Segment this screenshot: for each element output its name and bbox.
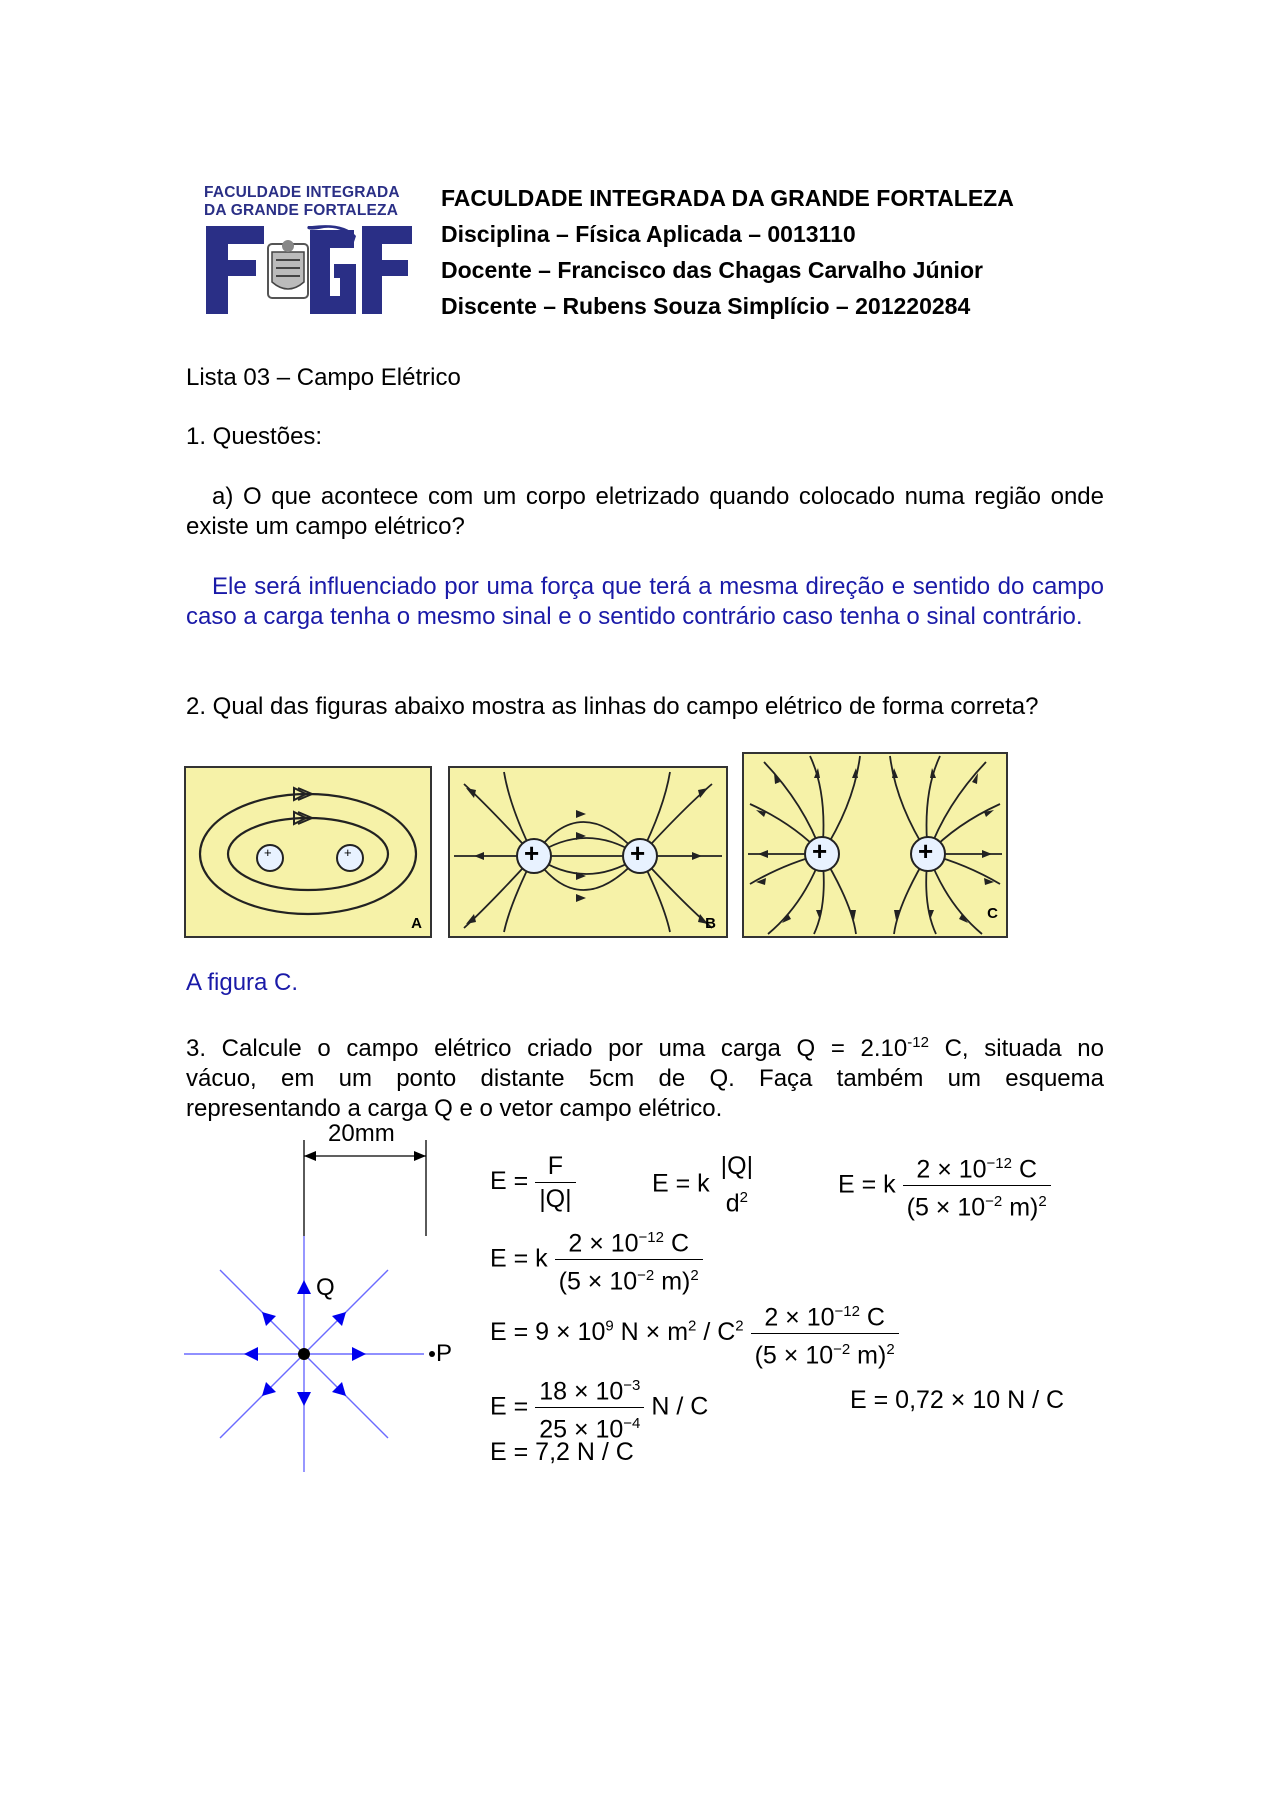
question-3-line2: vácuo, em um ponto distante 5cm de Q. Faça também um esquema bbox=[186, 1065, 1104, 1092]
formula-result: E = 7,2 N / C bbox=[490, 1438, 634, 1466]
charge-q-label: Q bbox=[316, 1274, 335, 1301]
header-teacher: Docente – Francisco das Chagas Carvalho Júnior bbox=[441, 257, 983, 283]
den-unit-1: m) bbox=[1002, 1193, 1039, 1222]
formula-step-5: E = 0,72 × 10 N / C bbox=[850, 1386, 1065, 1414]
question-3-prefix: 3. Calcule o campo elétrico criado por uma carga Q = 2.10 bbox=[186, 1035, 908, 1062]
formula-step-4 bbox=[490, 1370, 708, 1446]
k-sq: 2 bbox=[688, 1318, 697, 1336]
den-exp-2: −2 bbox=[637, 1267, 655, 1285]
section-title: 1. Questões: bbox=[186, 423, 323, 450]
k-value bbox=[490, 1318, 744, 1346]
figure-b-charge-1: + bbox=[524, 838, 540, 868]
question-1a: a) O que acontece com um corpo eletrizado quando colocado numa região onde existe um campo elétrico? bbox=[186, 483, 1104, 540]
den-text-3: (5 × 10 bbox=[754, 1341, 834, 1370]
num-exp-1: −12 bbox=[986, 1155, 1012, 1172]
numerator-2 bbox=[555, 1222, 703, 1260]
numerator-3 bbox=[751, 1296, 899, 1334]
den-sq-1: 2 bbox=[1038, 1193, 1047, 1211]
formula-ek-label-3: E = k bbox=[490, 1244, 548, 1273]
logo-text-line2: DA GRANDE FORTALEZA bbox=[204, 202, 399, 219]
question-3-line3: representando a carga Q e o vetor campo elétrico. bbox=[186, 1095, 723, 1122]
denominator-2 bbox=[555, 1260, 703, 1297]
figure-a-charge-2: + bbox=[344, 845, 352, 860]
k-value-text: E = 9 × 10 bbox=[490, 1318, 606, 1347]
den-unit-2: m) bbox=[654, 1267, 691, 1296]
num-text-4: 18 × 10 bbox=[539, 1377, 624, 1406]
figure-c-charge-2: + bbox=[918, 836, 934, 866]
den-text-1: (5 × 10 bbox=[906, 1193, 986, 1222]
fraction-values-1 bbox=[903, 1148, 1051, 1224]
figure-a-label: A bbox=[411, 915, 422, 932]
question-2: 2. Qual das figuras abaixo mostra as linhas do campo elétrico de forma correta? bbox=[186, 693, 1039, 720]
formula-e-label: E = bbox=[490, 1167, 529, 1196]
denominator-1 bbox=[903, 1186, 1051, 1223]
figure-c bbox=[742, 752, 1008, 938]
header-discipline: Disciplina – Física Aplicada – 0013110 bbox=[441, 221, 856, 247]
k-sq2: 2 bbox=[735, 1318, 744, 1336]
figure-a-charge-1: + bbox=[264, 845, 272, 860]
question-3-line1 bbox=[186, 1028, 1104, 1064]
answer-1a: Ele será influenciado por uma força que terá a mesma direção e sentido do campo caso a carga tenha o mesmo sinal e o sentido contrário caso tenha o sinal contrário. bbox=[186, 573, 1104, 630]
formula-ek-label-2: E = k bbox=[838, 1170, 896, 1199]
numerator-4 bbox=[535, 1370, 644, 1408]
header-student: Discente – Rubens Souza Simplício – 201220284 bbox=[441, 293, 971, 319]
num-text-2: 2 × 10 bbox=[568, 1229, 639, 1258]
figure-c-field-lines bbox=[744, 754, 1006, 936]
d-letter: d bbox=[725, 1189, 740, 1218]
answer-2: A figura C. bbox=[186, 969, 299, 996]
point-p-label: P bbox=[436, 1340, 453, 1367]
k-exp: 9 bbox=[605, 1318, 614, 1336]
question-3-line1-suffix: C, situada no bbox=[928, 1035, 1105, 1062]
figure-b-charge-2: + bbox=[630, 838, 646, 868]
num-text-1: 2 × 10 bbox=[916, 1155, 987, 1184]
figure-b bbox=[448, 766, 728, 938]
den-sq-3: 2 bbox=[886, 1341, 895, 1359]
num-text-3: 2 × 10 bbox=[764, 1303, 835, 1332]
num-exp-3: −12 bbox=[834, 1303, 860, 1320]
den-exp-3: −2 bbox=[833, 1341, 851, 1359]
question-3-exponent: -12 bbox=[907, 1034, 929, 1051]
dimension-label: 20mm bbox=[328, 1120, 395, 1147]
denominator-3 bbox=[751, 1334, 899, 1371]
formula-e-label-4: E = bbox=[490, 1392, 529, 1421]
k-unit-b: / C bbox=[696, 1318, 736, 1347]
fraction-d2 bbox=[717, 1182, 757, 1219]
question-3 bbox=[186, 1028, 1104, 1124]
figure-c-charge-1: + bbox=[812, 836, 828, 866]
numerator-1 bbox=[903, 1148, 1051, 1186]
figure-b-label: B bbox=[705, 915, 716, 932]
fraction-q-d2 bbox=[717, 1150, 757, 1219]
fraction-values-2 bbox=[555, 1222, 703, 1298]
step4-unit: N / C bbox=[651, 1392, 709, 1421]
figure-a-field-lines bbox=[186, 768, 430, 936]
figure-c-label: C bbox=[987, 905, 998, 922]
num-exp-2: −12 bbox=[638, 1229, 664, 1246]
formula-e-f-over-q bbox=[490, 1150, 576, 1215]
logo-letters-icon bbox=[204, 222, 414, 318]
fraction-f-q bbox=[535, 1150, 575, 1215]
d-squared: 2 bbox=[739, 1189, 748, 1206]
list-title: Lista 03 – Campo Elétrico bbox=[186, 364, 461, 391]
formula-ek-label: E = k bbox=[652, 1169, 710, 1198]
fraction-absq: |Q| bbox=[539, 1185, 572, 1213]
fraction-values-3 bbox=[751, 1296, 899, 1372]
num-unit-2: C bbox=[664, 1229, 689, 1258]
fraction-absq-2: |Q| bbox=[720, 1152, 754, 1180]
den-sq-2: 2 bbox=[690, 1267, 699, 1285]
den-text-4: 25 × 10 bbox=[539, 1415, 624, 1444]
den-exp-1: −2 bbox=[985, 1193, 1003, 1211]
k-unit-a: N × m bbox=[613, 1318, 689, 1347]
num-unit-1: C bbox=[1012, 1155, 1037, 1184]
figure-a bbox=[184, 766, 432, 938]
formula-substitution-2 bbox=[490, 1222, 703, 1298]
formula-substitution-1 bbox=[838, 1148, 1051, 1224]
institution-logo bbox=[204, 184, 414, 320]
fraction-values-4 bbox=[535, 1370, 644, 1446]
header-institution: FACULDADE INTEGRADA DA GRANDE FORTALEZA bbox=[441, 185, 1014, 211]
formula-e-k-q-d2 bbox=[652, 1150, 757, 1219]
num-exp-4: −3 bbox=[623, 1377, 641, 1394]
figure-b-field-lines bbox=[450, 768, 726, 936]
num-unit-3: C bbox=[859, 1303, 885, 1332]
logo-text-line1: FACULDADE INTEGRADA bbox=[204, 184, 400, 201]
den-unit-3: m) bbox=[850, 1341, 887, 1370]
den-text-2: (5 × 10 bbox=[558, 1267, 638, 1296]
formula-substitution-3 bbox=[490, 1296, 899, 1372]
fraction-f: F bbox=[535, 1150, 575, 1183]
den-exp-4: −4 bbox=[623, 1415, 641, 1433]
